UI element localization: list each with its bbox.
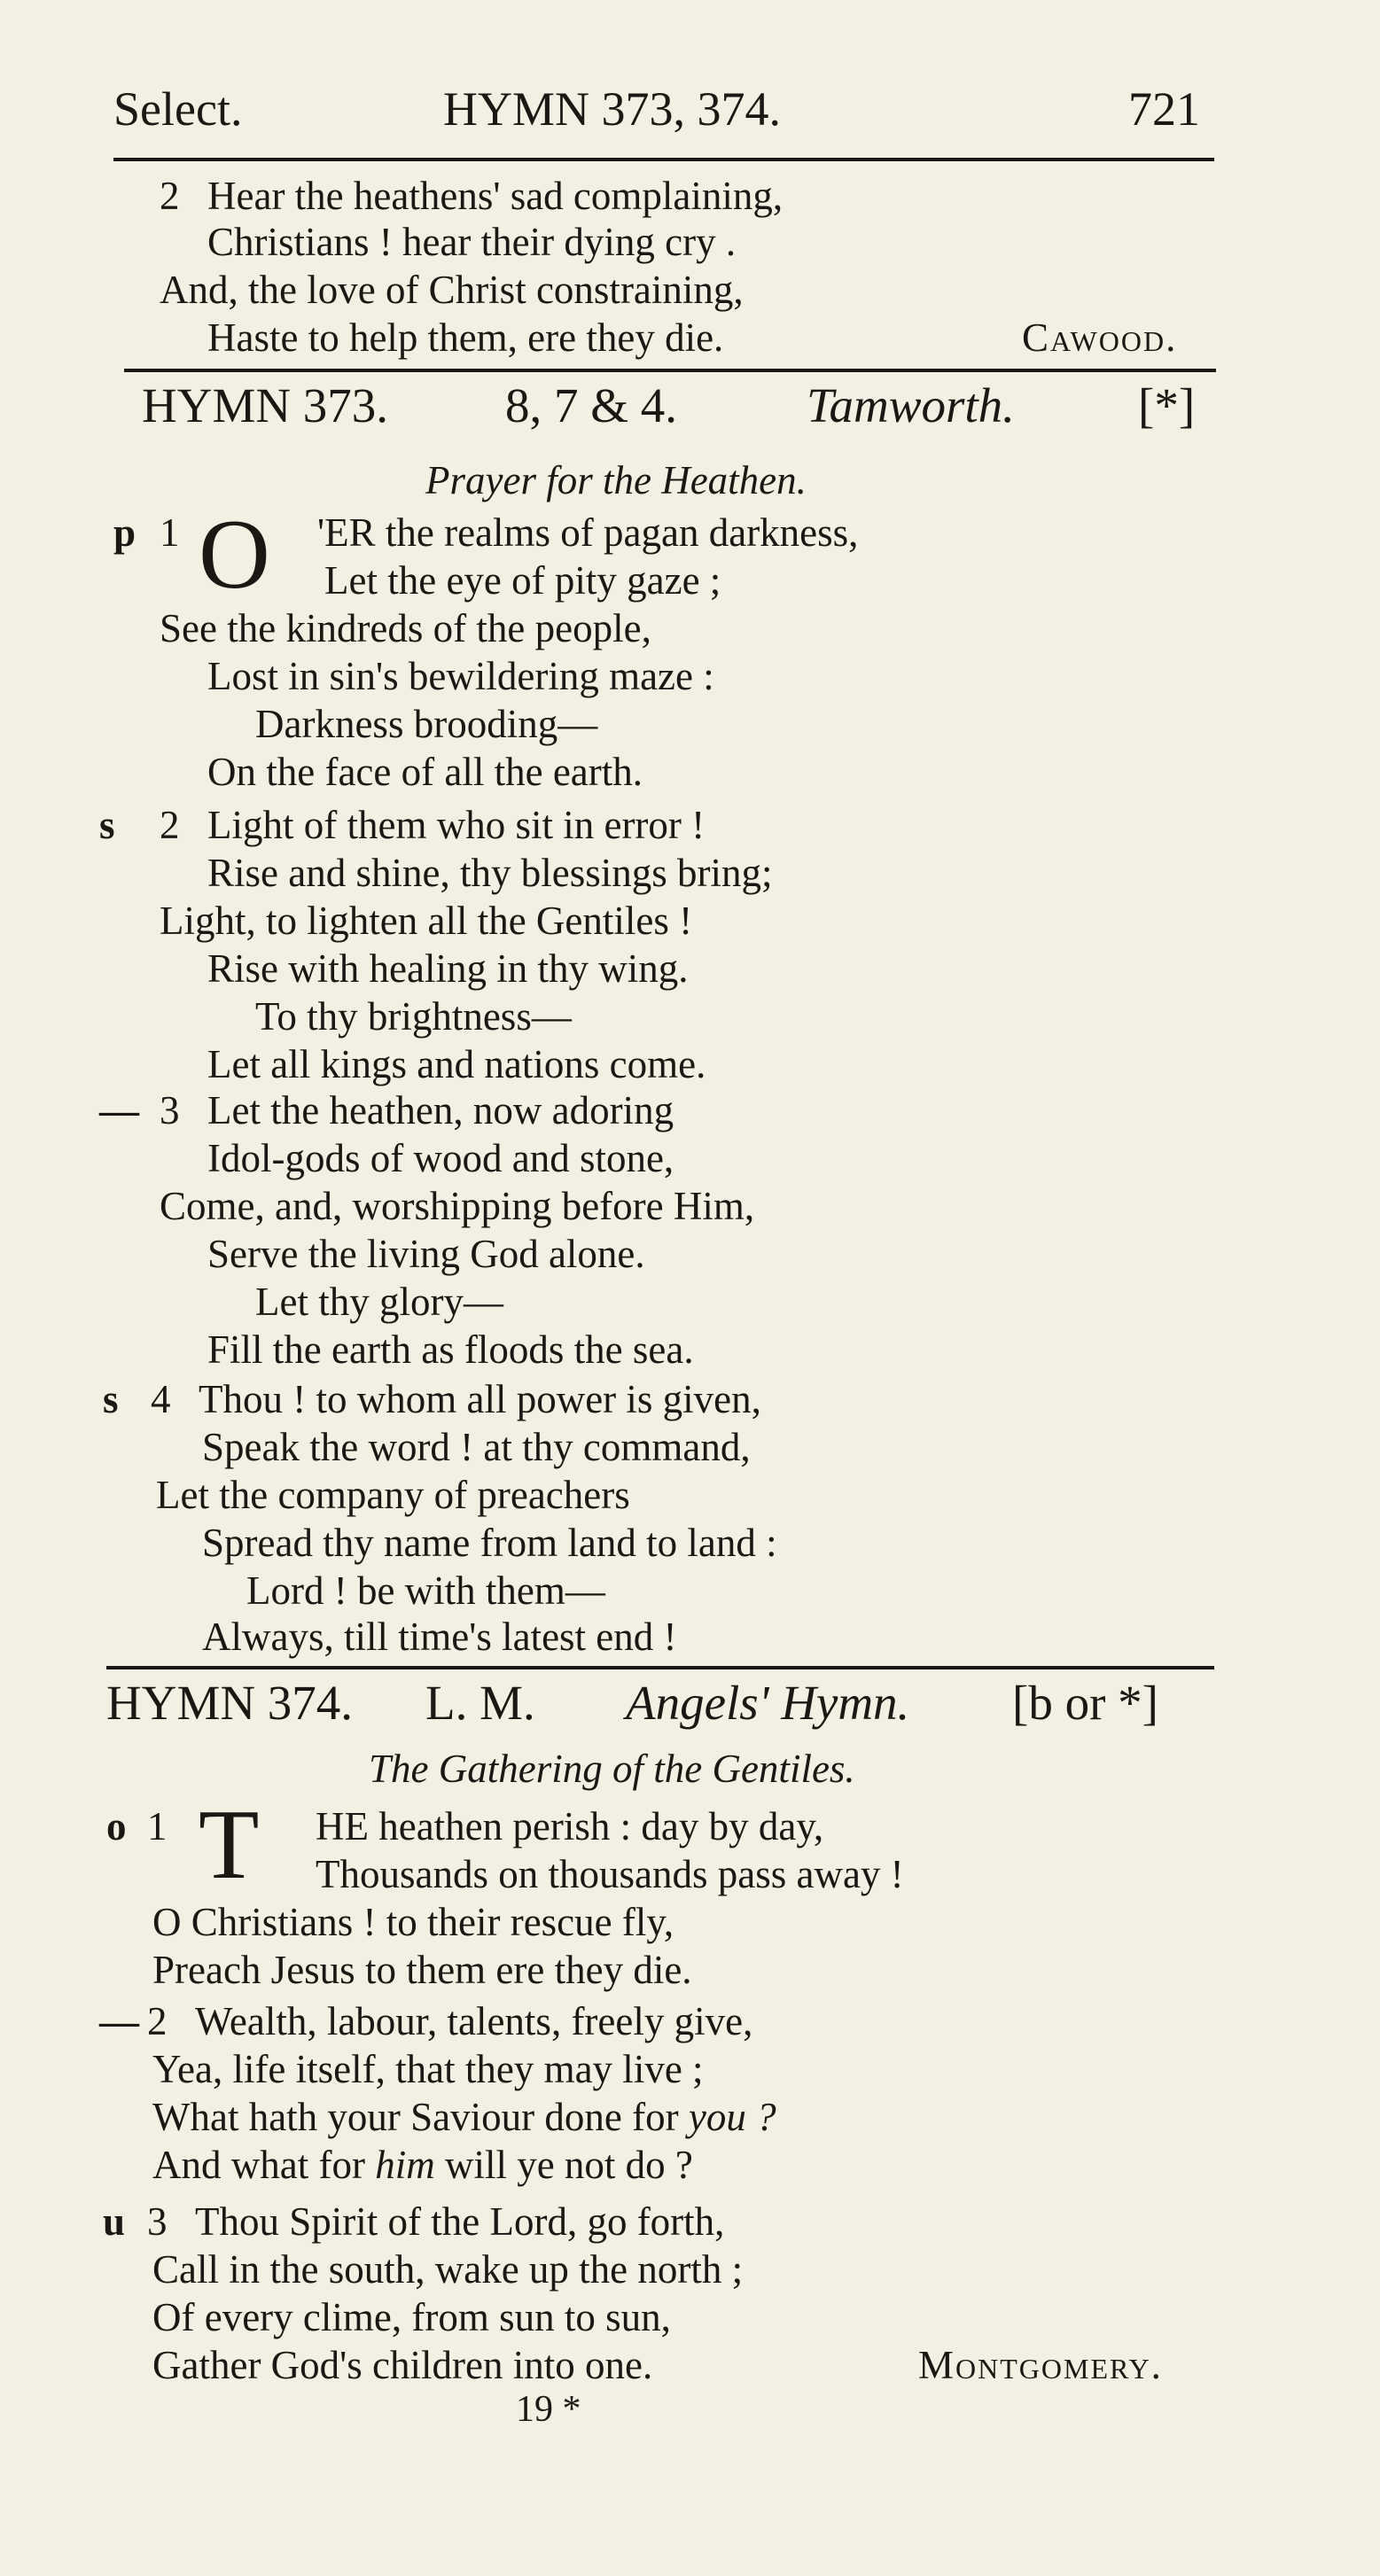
hymn-number: HYMN 374. bbox=[106, 1676, 354, 1730]
verse-line: To thy brightness— bbox=[255, 994, 572, 1039]
verse-line: Let all kings and nations come. bbox=[207, 1042, 706, 1086]
verse-line: Lord ! be with them— bbox=[246, 1568, 605, 1613]
section-rule bbox=[106, 1666, 1214, 1669]
verse-line: Call in the south, wake up the north ; bbox=[152, 2247, 744, 2292]
drop-cap: O bbox=[199, 500, 270, 610]
verse-line: Light of them who sit in error ! bbox=[207, 803, 706, 847]
hymn-meter: 8, 7 & 4. bbox=[505, 378, 678, 432]
signature-mark: 19 * bbox=[516, 2389, 581, 2430]
verse-line: O Christians ! to their rescue fly, bbox=[152, 1900, 674, 1944]
author-attribution: Montgomery. bbox=[918, 2343, 1163, 2387]
verse-text: What hath your Saviour done for bbox=[152, 2095, 679, 2139]
dynamic-mark: o bbox=[106, 1804, 127, 1848]
stanza-number: 3 bbox=[160, 1088, 180, 1132]
verse-line: Speak the word ! at thy command, bbox=[202, 1425, 751, 1469]
verse-line: See the kindreds of the people, bbox=[160, 606, 651, 650]
verse-line: Always, till time's latest end ! bbox=[202, 1615, 677, 1659]
header-left: Select. bbox=[113, 82, 243, 136]
verse-line: HE heathen perish : day by day, bbox=[316, 1804, 824, 1848]
page-number: 721 bbox=[1128, 82, 1200, 136]
dynamic-mark: u bbox=[103, 2199, 126, 2244]
verse-line: Idol-gods of wood and stone, bbox=[207, 1136, 674, 1180]
stanza-number: 2 bbox=[147, 1999, 168, 2043]
verse-line: 'ER the realms of pagan darkness, bbox=[317, 510, 859, 555]
italic-word: him bbox=[375, 2143, 435, 2187]
verse-line: Light, to lighten all the Gentiles ! bbox=[160, 899, 693, 943]
verse-line: Rise and shine, thy blessings bring; bbox=[207, 851, 773, 895]
verse-line: Christians ! hear their dying cry . bbox=[207, 220, 737, 264]
verse-line bbox=[152, 2141, 693, 2189]
verse-line: Wealth, labour, talents, freely give, bbox=[195, 1999, 753, 2043]
stanza-number: 3 bbox=[147, 2199, 168, 2244]
verse-line: Darkness brooding— bbox=[255, 702, 598, 746]
verse-line: Haste to help them, ere they die. bbox=[207, 315, 724, 360]
verse-line: Serve the living God alone. bbox=[207, 1232, 645, 1276]
stanza-number: 4 bbox=[151, 1377, 171, 1421]
verse-line: Let the company of preachers bbox=[156, 1473, 630, 1517]
italic-word: you ? bbox=[688, 2095, 776, 2139]
hymn-tune: Tamworth. bbox=[807, 378, 1015, 432]
dynamic-mark: — bbox=[99, 1088, 139, 1132]
stanza-number: 1 bbox=[160, 510, 180, 555]
hymn-subtitle: The Gathering of the Gentiles. bbox=[369, 1747, 855, 1791]
verse-line: Come, and, worshipping before Him, bbox=[160, 1184, 755, 1228]
hymn-subtitle: Prayer for the Heathen. bbox=[425, 458, 807, 502]
hymn-mark: [b or *] bbox=[1012, 1676, 1158, 1730]
dynamic-mark: — bbox=[99, 1999, 139, 2043]
hymn-meter: L. M. bbox=[425, 1676, 535, 1730]
hymn-mark: [*] bbox=[1138, 378, 1196, 432]
verse-line: Let the eye of pity gaze ; bbox=[324, 558, 721, 603]
verse-line: Yea, life itself, that they may live ; bbox=[152, 2047, 704, 2091]
stanza-number: 1 bbox=[147, 1804, 168, 1848]
verse-line: Gather God's children into one. bbox=[152, 2343, 653, 2387]
verse-line: Thousands on thousands pass away ! bbox=[316, 1852, 904, 1896]
verse-line: Thou Spirit of the Lord, go forth, bbox=[195, 2199, 725, 2244]
verse-line: Preach Jesus to them ere they die. bbox=[152, 1948, 692, 1992]
verse-text: will ye not do ? bbox=[444, 2143, 693, 2187]
verse-line: Rise with healing in thy wing. bbox=[207, 946, 689, 991]
verse-line: Of every clime, from sun to sun, bbox=[152, 2295, 671, 2339]
verse-line: Let the heathen, now adoring bbox=[207, 1088, 674, 1132]
header-rule bbox=[113, 158, 1214, 161]
dynamic-mark: s bbox=[99, 803, 115, 847]
stanza-number: 2 bbox=[160, 803, 180, 847]
verse-line: On the face of all the earth. bbox=[207, 750, 643, 794]
dynamic-mark: s bbox=[103, 1377, 119, 1421]
hymn-number: HYMN 373. bbox=[142, 378, 389, 432]
section-rule bbox=[124, 369, 1216, 372]
verse-line: And, the love of Christ constraining, bbox=[160, 268, 744, 312]
verse-line: Let thy glory— bbox=[255, 1280, 503, 1324]
verse-text: And what for bbox=[152, 2143, 365, 2187]
dynamic-mark: p bbox=[113, 510, 136, 555]
verse-line: Fill the earth as floods the sea. bbox=[207, 1327, 694, 1372]
hymn-tune: Angels' Hymn. bbox=[626, 1676, 910, 1730]
author-attribution: Cawood. bbox=[1022, 315, 1178, 360]
verse-line: Thou ! to whom all power is given, bbox=[199, 1377, 761, 1421]
drop-cap: T bbox=[199, 1790, 260, 1900]
verse-line bbox=[152, 2093, 776, 2141]
header-title: HYMN 373, 374. bbox=[443, 82, 782, 136]
verse-line: Hear the heathens' sad complaining, bbox=[207, 174, 784, 218]
stanza-number: 2 bbox=[160, 174, 180, 218]
verse-line: Lost in sin's bewildering maze : bbox=[207, 654, 714, 698]
verse-line: Spread thy name from land to land : bbox=[202, 1521, 777, 1565]
